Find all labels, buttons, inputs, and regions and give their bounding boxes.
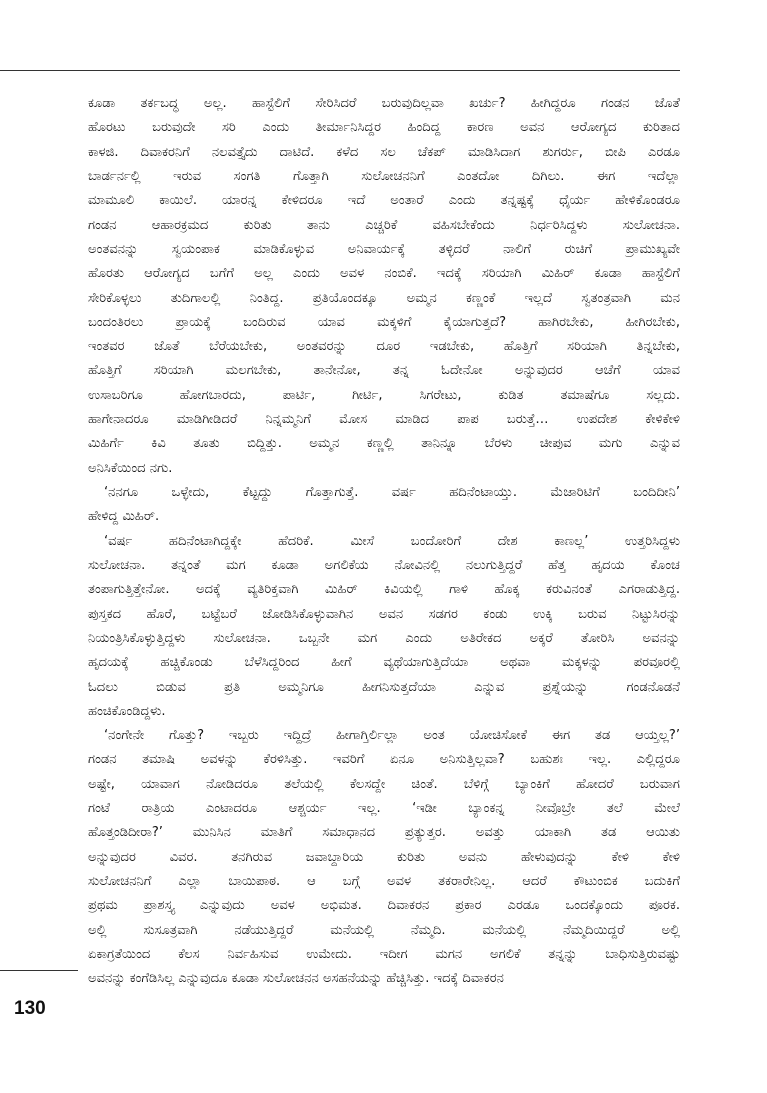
text-line: ಕಾಳಜಿ. ದಿವಾಕರನಿಗೆ ನಲವತ್ತೈದು ದಾಟಿದೆ. ಕಳೆದ ಸಲ ಚೆಕಪ್ ಮಾಡಿಸಿದಾಗ ಶುಗರ್ರು, ಬೀಪಿ ಎರಡೂ: [88, 144, 680, 160]
text-line: ಸುಲೋಚನನಿಗೆ ಎಲ್ಲಾ ಬಾಯಿಪಾಠ. ಆ ಬಗ್ಗೆ ಅವಳ ತಕರಾರೇನಿಲ್ಲ. ಆದರೆ ಕೌಟುಂಬಿಕ ಬದುಕಿಗೆ: [88, 874, 680, 889]
body-text: [88, 92, 680, 992]
text-line: ಇಂತವರ ಜೊತೆ ಬೆರೆಯಬೇಕು, ಅಂತವರನ್ನು ದೂರ ಇಡಬೇಕು, ಹೊತ್ತಿಗೆ ಸರಿಯಾಗಿ ತಿನ್ನಬೇಕು,: [88, 339, 680, 355]
text-line: ಹೇಳಿದ್ದ ಮಿಹಿರ್.: [88, 509, 160, 525]
text-line: ಹೊತ್ತಂಡಿದೀರಾ?’ ಮುನಿಸಿನ ಮಾತಿಗೆ ಸಮಾಧಾನದ ಪ್ರತ್ಯುತ್ತರ. ಅವತ್ತು ಯಾಕಾಗಿ ತಡ ಆಯಿತು: [88, 825, 680, 841]
text-line: ‘ವರ್ಷ ಹದಿನೆಂಟಾಗಿದ್ದಕ್ಕೇ ಹೆದರಿಕೆ. ಮೀಸೆ ಬಂದೋರಿಗೆ ದೇಶ ಕಾಣಲ್ಲ’ ಉತ್ತರಿಸಿದ್ದಳು: [104, 533, 680, 549]
text-line: ಏಕಾಗ್ರತೆಯಿಂದ ಕೆಲಸ ನಿರ್ವಹಿಸುವ ಉಮೇದು. ಇದೀಗ ಮಗನ ಅಗಲಿಕೆ ತನ್ನನ್ನು ಬಾಧಿಸುತ್ತಿರುವಷ್ಟು: [88, 946, 680, 962]
text-line: ಕೂಡಾ ತರ್ಕಬದ್ಧ ಅಲ್ಲ. ಹಾಸ್ಟೆಲಿಗೆ ಸೇರಿಸಿದರೆ ಬರುವುದಿಲ್ಲವಾ ಖರ್ಚು? ಹೀಗಿದ್ದರೂ ಗಂಡನ ಜೊತೆ: [88, 96, 680, 111]
text-line: ನಿಯಂತ್ರಿಸಿಕೊಳ್ಳುತ್ತಿದ್ದಳು ಸುಲೋಚನಾ. ಒಬ್ಬನೇ ಮಗ ಎಂದು ಅತಿರೇಕದ ಅಕ್ಕರೆ ತೋರಿಸಿ ಅವನನ್ನು: [88, 630, 680, 646]
paragraph: [88, 724, 680, 991]
text-line: ಹಾಗೇನಾದರೂ ಮಾಡಿಗೀಡಿದರೆ ನಿನ್ನಮ್ಮನಿಗೆ ಮೋಸ ಮಾಡಿದ ಪಾಪ ಬರುತ್ತೆ… ಉಪದೇಶ ಕೇಳಿಕೇಳಿ: [88, 412, 680, 428]
text-line: ಹೊತ್ತಿಗೆ ಸರಿಯಾಗಿ ಮಲಗಬೇಕು, ತಾನೇನೋ, ತನ್ನ ಓದೇನೋ ಅನ್ನುವುದರ ಆಚೆಗೆ ಯಾವ: [88, 363, 680, 379]
text-line: ಗಂಡನ ತಮಾಷಿ ಅವಳನ್ನು ಕೆರಳಿಸಿತ್ತು. ಇವರಿಗೆ ಏನೂ ಅನಿಸುತ್ತಿಲ್ಲವಾ? ಬಹುಶಃ ಇಲ್ಲ. ಎಲ್ಲಿದ್ದರೂ: [88, 752, 680, 768]
text-line: ಬಾರ್ಡರ್ನಲ್ಲಿ ಇರುವ ಸಂಗತಿ ಗೊತ್ತಾಗಿ ಸುಲೋಚನನಿಗೆ ಎಂತದೋ ದಿಗಿಲು. ಈಗ ಇದೆಲ್ಲಾ: [88, 168, 680, 184]
text-line: ಅಲ್ಲಿ ಸುಸೂತ್ರವಾಗಿ ನಡೆಯುತ್ತಿದ್ದರೆ ಮನೆಯಲ್ಲಿ ನೆಮ್ಮದಿ. ಮನೆಯಲ್ಲಿ ನೆಮ್ಮದಿಯಿದ್ದರೆ ಅಲ್ಲಿ: [88, 922, 680, 938]
page-number: 130: [14, 998, 46, 1019]
text-line: ‘ನಂಗೇನೇ ಗೊತ್ತು? ಇಬ್ಬರು ಇದ್ದಿದ್ರೆ ಹೀಗಾಗ್ತಿರ್ಲಿಲ್ಲಾ ಅಂತ ಯೋಚಿಸೋಕೆ ಈಗ ತಡ ಆಯ್ತಲ್ಲ?’: [104, 728, 680, 744]
text-line: ಅಷ್ಟೇ, ಯಾವಾಗ ನೋಡಿದರೂ ತಲೆಯಲ್ಲಿ ಕೆಲಸದ್ದೇ ಚಿಂತೆ. ಬೆಳಿಗ್ಗೆ ಬ್ಯಾಂಕಿಗೆ ಹೋದರೆ ಬರುವಾಗ: [88, 776, 680, 792]
text-line: ಸುಲೋಚನಾ. ತನ್ನಂತೆ ಮಗ ಕೂಡಾ ಅಗಲಿಕೆಯ ನೋವಿನಲ್ಲಿ ನಲುಗುತ್ತಿದ್ದರೆ ಹೆತ್ತ ಹೃದಯ ಕೊಂಚ: [88, 557, 680, 573]
text-line: ಹಂಚಿಕೊಂಡಿದ್ದಳು.: [88, 703, 166, 719]
text-line: ಮಾಮೂಲಿ ಕಾಯಿಲೆ. ಯಾರನ್ನ ಕೇಳಿದರೂ ಇದೆ ಅಂತಾರೆ ಎಂದು ತನ್ನಷ್ಟಕ್ಕೆ ಧೈರ್ಯ ಹೇಳಿಕೊಂಡರೂ: [88, 193, 680, 209]
top-rule: [0, 70, 680, 71]
footer-rule: [0, 970, 78, 971]
paragraph: [88, 481, 680, 530]
text-line: ತಂಪಾಗುತ್ತಿತ್ತೇನೋ. ಅದಕ್ಕೆ ವ್ಯತಿರಿಕ್ತವಾಗಿ ಮಿಹಿರ್ ಕಿವಿಯಲ್ಲಿ ಗಾಳಿ ಹೊಕ್ಕ ಕರುವಿನಂತೆ ಎಗರಾಡುತ್ತಿದ್ದ.: [88, 582, 680, 598]
text-line: ಗಂಟೆ ರಾತ್ರಿಯ ಎಂಟಾದರೂ ಆಶ್ಚರ್ಯ ಇಲ್ಲ. ‘ಇಡೀ ಬ್ಯಾಂಕನ್ನ ನೀವೊಬ್ರೇ ತಲೆ ಮೇಲೆ: [88, 801, 680, 817]
text-line: ಪ್ರಥಮ ಪ್ರಾಶಸ್ತ್ಯ ಎನ್ನುವುದು ಅವಳ ಅಭಿಮತ. ದಿವಾಕರನ ಪ್ರಕಾರ ಎರಡೂ ಒಂದಕ್ಕೊಂದು ಪೂರಕ.: [88, 898, 680, 914]
text-line: ಓದಲು ಬಿಡುವ ಪ್ರತಿ ಅಮ್ಮನಿಗೂ ಹೀಗನಿಸುತ್ತದೆಯಾ ಎನ್ನುವ ಪ್ರಶ್ನೆಯನ್ನು ಗಂಡನೊಡನೆ: [88, 679, 680, 695]
text-line: ಅನ್ನುವುದರ ವಿವರ. ತನಗಿರುವ ಜವಾಬ್ದಾರಿಯ ಕುರಿತು ಅವನು ಹೇಳುವುದನ್ನು ಕೇಳಿ ಕೇಳಿ: [88, 849, 680, 865]
text-line: ಸೇರಿಕೊಳ್ಳಲು ತುದಿಗಾಲಲ್ಲಿ ನಿಂತಿದ್ದ. ಪ್ರತಿಯೊಂದಕ್ಕೂ ಅಮ್ಮನ ಕಣ್ಣಂಕೆ ಇಲ್ಲದೆ ಸ್ವತಂತ್ರವಾಗಿ ಮನ: [88, 290, 680, 306]
paragraph: [88, 530, 680, 725]
text-line: ಅವನನ್ನು ಕಂಗೆಡಿಸಿಲ್ಲ ಎನ್ನುವುದೂ ಕೂಡಾ ಸುಲೋಚನನ ಅಸಹನೆಯನ್ನು ಹೆಚ್ಚಿಸಿತ್ತು. ಇದಕ್ಕೆ ದಿವಾಕರನ: [88, 971, 504, 987]
text-line: ಹೊರತು ಆರೋಗ್ಯದ ಬಗೆಗೆ ಅಲ್ಲ ಎಂದು ಅವಳ ನಂಬಿಕೆ. ಇದಕ್ಕೆ ಸರಿಯಾಗಿ ಮಿಹಿರ್ ಕೂಡಾ ಹಾಸ್ಟೆಲಿಗೆ: [88, 266, 680, 282]
text-line: ಮಿಹಿರ್ಗೆ ಕಿವಿ ತೂತು ಬಿದ್ದಿತ್ತು. ಅಮ್ಮನ ಕಣ್ಣಲ್ಲಿ ತಾನಿನ್ನೂ ಬೆರಳು ಚೀಪುವ ಮಗು ಎನ್ನುವ: [88, 436, 680, 452]
text-line: ಉಸಾಬರಿಗೂ ಹೋಗಬಾರದು, ಪಾರ್ಟಿ, ಗೀರ್ಟಿ, ಸಿಗರೇಟು, ಕುಡಿತ ತಮಾಷೆಗೂ ಸಲ್ಲದು.: [88, 387, 680, 403]
text-line: ಗಂಡನ ಆಹಾರಕ್ರಮದ ಕುರಿತು ತಾನು ಎಚ್ಚರಿಕೆ ವಹಿಸಬೇಕೆಂದು ನಿರ್ಧರಿಸಿದ್ದಳು ಸುಲೋಚನಾ.: [88, 217, 680, 233]
text-line: ಹೃದಯಕ್ಕೆ ಹಚ್ಚಿಕೊಂಡು ಬೆಳೆಸಿದ್ದರಿಂದ ಹೀಗೆ ವ್ಯಥೆಯಾಗುತ್ತಿದೆಯಾ ಅಥವಾ ಮಕ್ಕಳನ್ನು ಪರವೂರಲ್ಲಿ: [88, 655, 680, 671]
paragraph: [88, 92, 680, 481]
text-line: ಬಂದಂತಿರಲು ಪ್ರಾಯಕ್ಕೆ ಬಂದಿರುವ ಯಾವ ಮಕ್ಕಳಿಗೆ ಕೈಯಾಗುತ್ತದೆ? ಹಾಗಿರಬೇಕು, ಹೀಗಿರಬೇಕು,: [88, 314, 680, 330]
text-line: ಪುಸ್ತಕದ ಹೊರೆ, ಬಟ್ಟೆಬರೆ ಜೋಡಿಸಿಕೊಳ್ಳುವಾಗಿನ ಅವನ ಸಡಗರ ಕಂಡು ಉಕ್ಕಿ ಬರುವ ನಿಟ್ಟುಸಿರನ್ನು: [88, 606, 680, 622]
text-line: ಹೊರಟು ಬರುವುದೇ ಸರಿ ಎಂದು ತೀರ್ಮಾನಿಸಿದ್ದರ ಹಿಂದಿದ್ದ ಕಾರಣ ಅವನ ಆರೋಗ್ಯದ ಕುರಿತಾದ: [88, 120, 680, 136]
text-line: ಅನಿಸಿಕೆಯಿಂದ ನಗು.: [88, 460, 173, 476]
text-line: ಅಂತವನನ್ನು ಸ್ವಯಂಪಾಕ ಮಾಡಿಕೊಳ್ಳುವ ಅನಿವಾರ್ಯಕ್ಕೆ ತಳ್ಳಿದರೆ ನಾಲಿಗೆ ರುಚಿಗೆ ಪ್ರಾಮುಖ್ಯವೇ: [88, 241, 680, 257]
text-line: ‘ನನಗೂ ಒಳ್ಳೇದು, ಕೆಟ್ಟದ್ದು ಗೊತ್ತಾಗುತ್ತೆ. ವರ್ಷ ಹದಿನೆಂಟಾಯ್ತು. ಮೆಜಾರಿಟಿಗೆ ಬಂದಿದೀನಿ’: [104, 485, 680, 500]
